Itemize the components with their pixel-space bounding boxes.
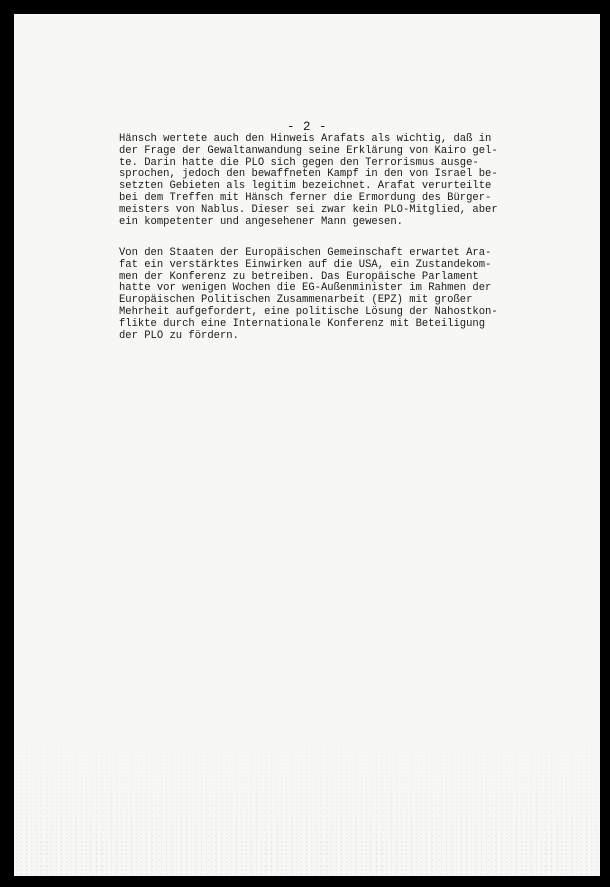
- text-line: te. Darin hatte die PLO sich gegen den Terrorismus ausge-: [119, 156, 479, 169]
- text-line: der PLO zu fördern.: [119, 329, 239, 342]
- text-line: Von den Staaten der Europäischen Gemeinschaft erwartet Ara-: [119, 247, 492, 259]
- text-line: flikte durch eine Internationale Konferenz mit Beteiligung: [119, 317, 486, 330]
- document-page: [14, 14, 600, 876]
- text-line: Hänsch wertete auch den Hinweis Arafats als wichtig, daß in: [119, 133, 492, 145]
- page-number: - 2 -: [286, 120, 327, 134]
- paragraph-1: [119, 134, 514, 228]
- text-line: Mehrheit aufgefordert, eine politische Lösung der Nahostkon-: [119, 305, 498, 318]
- text-line: bei dem Treffen mit Hänsch ferner die Ermordung des Bürger-: [119, 191, 492, 204]
- text-line: fat ein verstärktes Einwirken auf die USA, ein Zustandekom-: [119, 258, 492, 271]
- text-line: hatte vor wenigen Wochen die EG-Außenminister im Rahmen der: [119, 282, 492, 295]
- paragraph-2: [119, 248, 514, 342]
- text-line: setzten Gebieten als legitim bezeichnet. Arafat verurteilte: [119, 180, 492, 193]
- text-line: meisters von Nablus. Dieser sei zwar kein PLO-Mitglied, aber: [119, 203, 498, 216]
- scan-noise: [14, 716, 600, 876]
- text-line: Europäischen Politischen Zusammenarbeit (EPZ) mit großer: [119, 294, 473, 307]
- text-line: men der Konferenz zu betreiben. Das Europäische Parlament: [119, 270, 479, 283]
- text-line: sprochen, jedoch den bewaffneten Kampf in den von Israel be-: [119, 168, 498, 181]
- text-line: ein kompetenter und angesehener Mann gewesen.: [119, 215, 403, 228]
- text-line: der Frage der Gewaltanwandung seine Erklärung von Kairo gel-: [119, 144, 498, 157]
